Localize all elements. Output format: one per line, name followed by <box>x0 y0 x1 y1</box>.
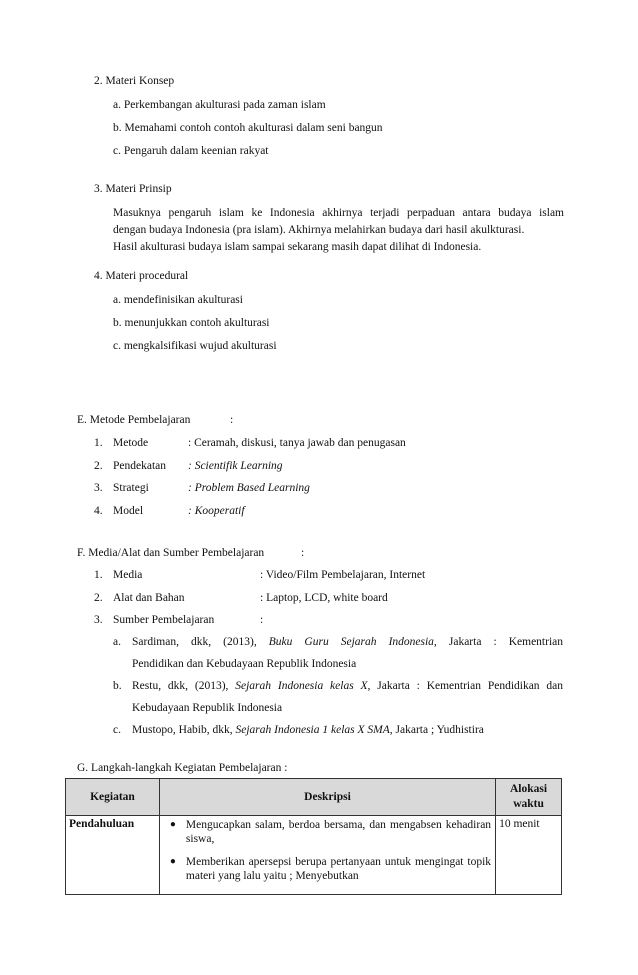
materi-procedural-title: 4. Materi procedural <box>94 270 189 282</box>
section-e-row-3-num: 3. <box>94 482 103 494</box>
section-f-heading: F. Media/Alat dan Sumber Pembelajaran <box>77 547 265 559</box>
ref-c-title: Sejarah Indonesia 1 kelas X SMA <box>235 724 390 736</box>
materi-konsep-item-c: c. Pengaruh dalam keenian rakyat <box>113 145 269 157</box>
section-f-row-3-num: 3. <box>94 614 103 626</box>
ref-c-authors: Mustopo, Habib, dkk, <box>132 724 233 736</box>
section-f-row-2-num: 2. <box>94 592 103 604</box>
ref-a-letter: a. <box>113 636 121 648</box>
section-e-row-3-value: : Problem Based Learning <box>188 482 310 494</box>
cell-kegiatan: Pendahuluan <box>66 816 160 895</box>
section-e-row-1-num: 1. <box>94 437 103 449</box>
ref-c-letter: c. <box>113 724 121 736</box>
bullet-icon: ● <box>169 819 176 830</box>
ref-b-letter: b. <box>113 680 122 692</box>
section-e-row-1-label: Metode <box>113 437 149 449</box>
table-row <box>66 816 562 895</box>
section-e-row-1-value: : Ceramah, diskusi, tanya jawab dan penugasan <box>188 437 406 449</box>
header-deskripsi: Deskripsi <box>159 779 495 816</box>
ref-a-line-1 <box>132 636 563 648</box>
bullet-text-1: Mengucapkan salam, berdoa bersama, dan mengabsen kehadiran siswa, <box>185 819 492 845</box>
section-g-heading: G. Langkah-langkah Kegiatan Pembelajaran : <box>77 762 288 774</box>
ref-b-line-2: Kebudayaan Republik Indonesia <box>132 702 283 714</box>
materi-konsep-item-b: b. Memahami contoh contoh akulturasi dalam seni bangun <box>113 122 383 134</box>
section-e-heading: E. Metode Pembelajaran <box>77 414 191 426</box>
section-e-row-2-num: 2. <box>94 460 103 472</box>
section-e-row-2-label: Pendekatan <box>113 460 167 472</box>
ref-a-line-2: Pendidikan dan Kebudayaan Republik Indonesia <box>132 658 357 670</box>
bullet-item-2 <box>160 855 491 883</box>
materi-konsep-item-a: a. Perkembangan akulturasi pada zaman islam <box>113 99 326 111</box>
section-e-colon: : <box>230 414 234 426</box>
section-f-row-1-label: Media <box>113 569 143 581</box>
materi-prinsip-line-1: Masuknya pengaruh islam ke Indonesia akhirnya terjadi perpaduan antara budaya islam <box>113 207 564 219</box>
materi-prinsip-title: 3. Materi Prinsip <box>94 183 172 195</box>
section-e-row-4-num: 4. <box>94 505 103 517</box>
kegiatan-table <box>65 778 562 895</box>
section-e-row-2-value: : Scientifik Learning <box>188 460 283 472</box>
section-f-row-2-label: Alat dan Bahan <box>113 592 185 604</box>
ref-a-title: Buku Guru Sejarah Indonesia, <box>268 636 437 648</box>
ref-b-publisher: Jakarta : Kementrian Pendidikan dan <box>377 680 564 692</box>
section-e-row-4-label: Model <box>113 505 144 517</box>
ref-c-line-1 <box>132 724 484 736</box>
section-f-row-3-label: Sumber Pembelajaran <box>113 614 215 626</box>
materi-procedural-item-b: b. menunjukkan contoh akulturasi <box>113 317 270 329</box>
materi-procedural-item-c: c. mengkalsifikasi wujud akulturasi <box>113 340 277 352</box>
cell-alokasi-waktu: 10 menit <box>496 816 562 895</box>
section-f-row-3-value: : <box>260 614 264 626</box>
section-e-row-4-value: : Kooperatif <box>188 505 245 517</box>
ref-a-publisher: Jakarta : Kementrian <box>448 636 563 648</box>
bullet-icon: ● <box>169 856 176 867</box>
header-kegiatan: Kegiatan <box>66 779 160 816</box>
materi-procedural-item-a: a. mendefinisikan akulturasi <box>113 294 243 306</box>
section-f-row-1-value: : Video/Film Pembelajaran, Internet <box>260 569 426 581</box>
ref-c-publisher: , Jakarta ; Yudhistira <box>389 724 484 736</box>
materi-konsep-title: 2. Materi Konsep <box>94 75 175 87</box>
materi-prinsip-line-2: dengan budaya Indonesia (pra islam). Akhirnya melahirkan budaya dari hasil akulkturasi. <box>113 224 525 236</box>
section-f-row-1-num: 1. <box>94 569 103 581</box>
ref-b-authors: Restu, dkk, (2013), <box>132 680 229 692</box>
section-f-colon: : <box>301 547 305 559</box>
cell-deskripsi <box>159 816 495 895</box>
bullet-item-1 <box>160 818 491 846</box>
ref-b-line-1 <box>132 680 563 692</box>
ref-b-title: Sejarah Indonesia kelas X, <box>235 680 371 692</box>
bullet-text-2: Memberikan apersepsi berupa pertanyaan untuk mengingat topik materi yang lalu yaitu ; Menyebutkan <box>185 856 492 882</box>
section-e-row-3-label: Strategi <box>113 482 149 494</box>
materi-prinsip-line-3: Hasil akulturasi budaya islam sampai sekarang masih dapat dilihat di Indonesia. <box>113 241 482 253</box>
section-f-row-2-value: : Laptop, LCD, white board <box>260 592 388 604</box>
header-alokasi-waktu: Alokasi waktu <box>496 779 562 816</box>
table-header-row <box>66 779 562 816</box>
ref-a-authors: Sardiman, dkk, (2013), <box>132 636 257 648</box>
